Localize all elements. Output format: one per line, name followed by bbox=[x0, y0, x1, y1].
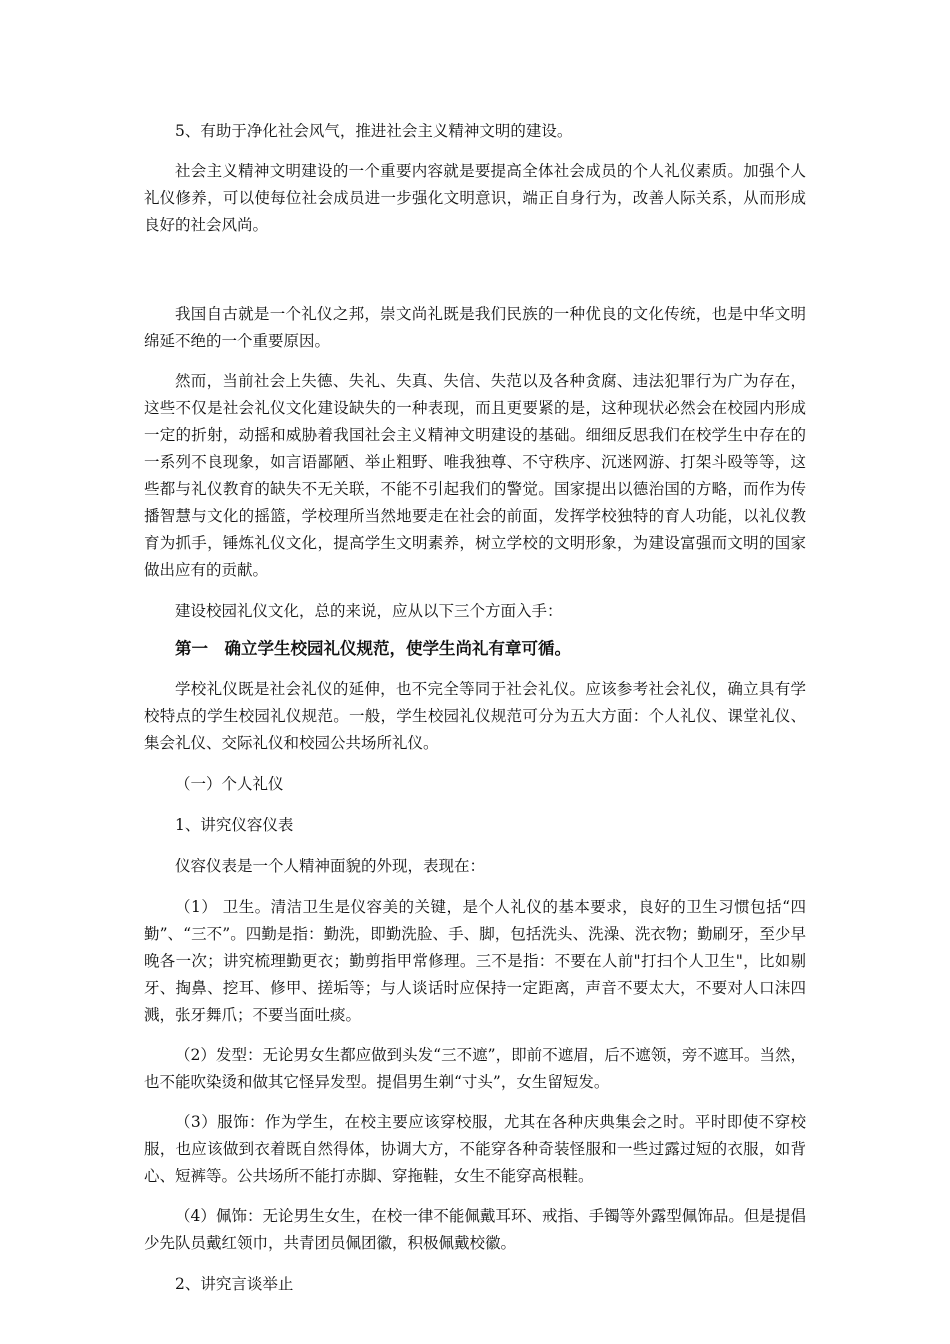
paragraph-hygiene: （1） 卫生。清洁卫生是仪容美的关键，是个人礼仪的基本要求，良好的卫生习惯包括“四勤”、“三不”。四勤是指：勤洗，即勤洗脸、手、脚，包括洗头、洗澡、洗衣物；勤刷牙，至少早晚各一次；讲究梳理勤更衣；勤剪指甲常修理。三不是指：不要在人前"打扫个人卫生"，比如剔牙、掏鼻、挖耳、修甲、搓垢等；与人谈话时应保持一定距离，声音不要太大，不要对人口沫四溅，张牙舞爪；不要当面吐痰。 bbox=[144, 898, 806, 1024]
document-body bbox=[144, 118, 806, 1298]
item-speech-behavior-title: 2、讲究言谈举止 bbox=[175, 1275, 294, 1293]
paragraph-9: 仪容仪表是一个人精神面貌的外现，表现在： bbox=[175, 857, 486, 875]
paragraph-clothing: （3）服饰：作为学生，在校主要应该穿校服，尤其在各种庆典集会之时。平时即使不穿校服，也应该做到衣着既自然得体，协调大方，不能穿各种奇装怪服和一些过露过短的衣服，如背心、短裤等。公共场所不能打赤脚、穿拖鞋，女生不能穿高根鞋。 bbox=[144, 1113, 806, 1185]
paragraph-4: 然而，当前社会上失德、失礼、失真、失信、失范以及各种贪腐、违法犯罪行为广为存在，这些不仅是社会礼仪文化建设缺失的一种表现，而且更要紧的是，这种现状必然会在校园内形成一定的折射，动摇和威胁着我国社会主义精神文明建设的基础。细细反思我们在校学生中存在的一系列不良现象，如言语鄙陋、举止粗野、唯我独尊、不守秩序、沉迷网游、打架斗殴等等，这些都与礼仪教育的缺失不无关联，不能不引起我们的警觉。国家提出以德治国的方略，而作为传播智慧与文化的摇篮，学校理所当然地要走在社会的前面，发挥学校独特的育人功能，以礼仪教育为抓手，锤炼礼仪文化，提高学生文明素养，树立学校的文明形象，为建设富强而文明的国家做出应有的贡献。 bbox=[144, 372, 806, 579]
section-heading-1: 第一 确立学生校园礼仪规范，使学生尚礼有章可循。 bbox=[175, 639, 571, 658]
paragraph-3: 我国自古就是一个礼仪之邦，崇文尚礼既是我们民族的一种优良的文化传统，也是中华文明绵延不绝的一个重要原因。 bbox=[144, 305, 806, 350]
paragraph-accessories: （4）佩饰：无论男生女生，在校一律不能佩戴耳环、戒指、手镯等外露型佩饰品。但是提倡少先队员戴红领巾，共青团员佩团徽，积极佩戴校徽。 bbox=[144, 1207, 806, 1252]
paragraph-1: 5、有助于净化社会风气，推进社会主义精神文明的建设。 bbox=[175, 122, 573, 140]
item-appearance-title: 1、讲究仪容仪表 bbox=[175, 816, 294, 834]
paragraph-6: 学校礼仪既是社会礼仪的延伸，也不完全等同于社会礼仪。应该参考社会礼仪，确立具有学校特点的学生校园礼仪规范。一般，学生校园礼仪规范可分为五大方面：个人礼仪、课堂礼仪、集会礼仪、交际礼仪和校园公共场所礼仪。 bbox=[144, 680, 806, 752]
paragraph-2: 社会主义精神文明建设的一个重要内容就是要提高全体社会成员的个人礼仪素质。加强个人礼仪修养，可以使每位社会成员进一步强化文明意识，端正自身行为，改善人际关系，从而形成良好的社会风尚。 bbox=[144, 162, 806, 234]
paragraph-hairstyle: （2）发型：无论男女生都应做到头发“三不遮”，即前不遮眉，后不遮领，旁不遮耳。当然，也不能吹染烫和做其它怪异发型。提倡男生剃“寸头”，女生留短发。 bbox=[144, 1046, 806, 1091]
subsection-personal-etiquette: （一）个人礼仪 bbox=[175, 775, 284, 793]
paragraph-5: 建设校园礼仪文化，总的来说，应从以下三个方面入手： bbox=[175, 602, 563, 620]
